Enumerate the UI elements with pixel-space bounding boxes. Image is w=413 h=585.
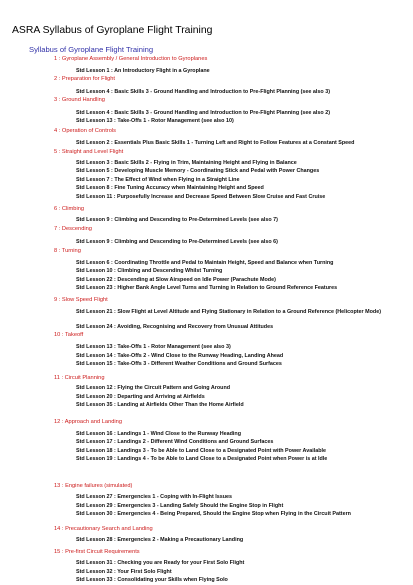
lesson-item: Std Lesson 4 : Basic Skills 3 - Ground Handling and Introduction to Pre-Flight Planning (see also 2) <box>76 110 330 116</box>
lesson-item: Std Lesson 31 : Checking you are Ready for your First Solo Flight <box>76 560 245 566</box>
lesson-item: Std Lesson 16 : Landings 1 - Wind Close to the Runway Heading <box>76 431 241 437</box>
lesson-item: Std Lesson 30 : Emergencies 4 - Being Prepared, Should the Engine Stop when Flying in the Circuit Pattern <box>76 511 351 517</box>
section-heading: 14 : Precautionary Search and Landing <box>54 526 153 532</box>
lesson-item: Std Lesson 35 : Landing at Airfields Other Than the Home Airfield <box>76 402 244 408</box>
lesson-item: Std Lesson 9 : Climbing and Descending to Pre-Determined Levels (see also 6) <box>76 239 278 245</box>
lesson-item: Std Lesson 3 : Basic Skills 2 - Flying in Trim, Maintaining Height and Flying in Balance <box>76 160 297 166</box>
lesson-item: Std Lesson 11 : Purposefully Increase and Decrease Speed Between Slow Cruise and Fast Cruise <box>76 194 326 200</box>
section-heading: 6 : Climbing <box>54 206 85 212</box>
section-heading: 12 : Approach and Landing <box>54 419 122 425</box>
section-heading: 3 : Ground Handling <box>54 97 105 103</box>
lesson-item: Std Lesson 22 : Descending at Slow Airspeed on Idle Power (Parachute Mode) <box>76 277 276 283</box>
section-heading: 4 : Operation of Controls <box>54 128 116 134</box>
lesson-item: Std Lesson 7 : The Effect of Wind when Flying in a Straight Line <box>76 177 240 183</box>
lesson-item: Std Lesson 32 : Your First Solo Flight <box>76 569 172 575</box>
section-heading: 1 : Gyroplane Assembly / General Introduction to Gyroplanes <box>54 56 208 62</box>
lesson-item: Std Lesson 21 : Slow Flight at Level Altitude and Flying Stationary in Relation to a Ground Reference (Helicopter Mode) <box>76 309 382 315</box>
lesson-item: Std Lesson 12 : Flying the Circuit Pattern and Going Around <box>76 385 231 391</box>
lesson-item: Std Lesson 24 : Avoiding, Recognising and Recovery from Unusual Attitudes <box>76 324 274 330</box>
lesson-item: Std Lesson 15 : Take-Offs 3 - Different Weather Conditions and Ground Surfaces <box>76 361 282 367</box>
lesson-item: Std Lesson 13 : Take-Offs 1 - Rotor Management (see also 3) <box>76 344 231 350</box>
lesson-item: Std Lesson 20 : Departing and Arriving at Airfields <box>76 394 205 400</box>
lesson-item: Std Lesson 2 : Essentials Plus Basic Skills 1 - Turning Left and Right to Follow Features at a Constant Speed <box>76 140 355 146</box>
section-heading: 9 : Slow Speed Flight <box>54 297 108 303</box>
section-heading: 2 : Preparation for Flight <box>54 76 116 82</box>
lesson-item: Std Lesson 33 : Consolidating your Skills when Flying Solo <box>76 577 228 583</box>
lesson-item: Std Lesson 17 : Landings 2 - Different Wind Conditions and Ground Surfaces <box>76 439 274 445</box>
lesson-item: Std Lesson 27 : Emergencies 1 - Coping with In-Flight Issues <box>76 494 233 500</box>
lesson-item: Std Lesson 28 : Emergencies 2 - Making a Precautionary Landing <box>76 537 244 543</box>
lesson-item: Std Lesson 19 : Landings 4 - To be Able to Land Close to a Designated Point when Power is at Idle <box>76 456 328 462</box>
section-heading: 8 : Turning <box>54 248 81 254</box>
lesson-item: Std Lesson 9 : Climbing and Descending to Pre-Determined Levels (see also 7) <box>76 217 278 223</box>
lesson-item: Std Lesson 23 : Higher Bank Angle Level Turns and Turning in Relation to Ground Reference Features <box>76 285 338 291</box>
section-heading: 13 : Engine failures (simulated) <box>54 483 133 489</box>
lesson-item: Std Lesson 29 : Emergencies 3 - Landing Safely Should the Engine Stop in Flight <box>76 503 284 509</box>
lesson-item: Std Lesson 13 : Take-Offs 1 - Rotor Management (see also 10) <box>76 118 234 124</box>
lesson-item: Std Lesson 14 : Take-Offs 2 - Wind Close to the Runway Heading, Landing Ahead <box>76 353 284 359</box>
lesson-item: Std Lesson 18 : Landings 3 - To be Able to Land Close to a Designated Point with Power Available <box>76 448 326 454</box>
page-subtitle: Syllabus of Gyroplane Flight Training <box>29 45 154 54</box>
section-heading: 11 : Circuit Planning <box>54 375 105 381</box>
lesson-item: Std Lesson 1 : An Introductory Flight in a Gyroplane <box>76 68 210 74</box>
section-heading: 5 : Straight and Level Flight <box>54 149 124 155</box>
lesson-item: Std Lesson 6 : Coordinating Throttle and Pedal to Maintain Height, Speed and Balance when Turning <box>76 260 334 266</box>
section-heading: 15 : Pre-first Circuit Requirements <box>54 549 140 555</box>
section-heading: 7 : Descending <box>54 226 92 232</box>
page-title: ASRA Syllabus of Gyroplane Flight Training <box>12 25 213 36</box>
lesson-item: Std Lesson 10 : Climbing and Descending Whilst Turning <box>76 268 223 274</box>
lesson-item: Std Lesson 4 : Basic Skills 3 - Ground Handling and Introduction to Pre-Flight Planning (see also 3) <box>76 89 330 95</box>
section-heading: 10 : Takeoff <box>54 332 84 338</box>
lesson-item: Std Lesson 5 : Developing Muscle Memory - Coordinating Stick and Pedal with Power Changes <box>76 168 320 174</box>
lesson-item: Std Lesson 8 : Fine Tuning Accuracy when Maintaining Height and Speed <box>76 185 264 191</box>
